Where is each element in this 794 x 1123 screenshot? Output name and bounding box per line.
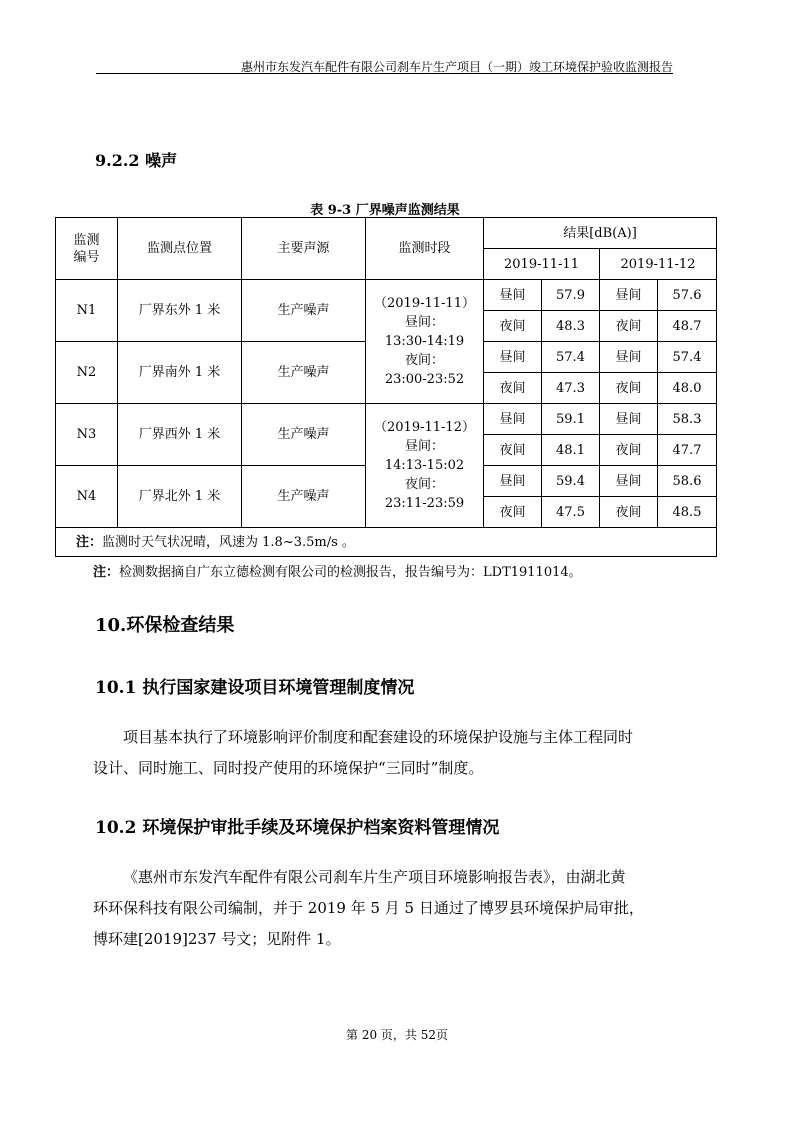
source-note-text: 检测数据摘自广东立德检测有限公司的检测报告，报告编号为：LDT1911014。 [119,565,582,580]
night-value: 48.3 [542,311,600,342]
row-id: N2 [56,342,118,404]
night-label: 夜间 [484,435,542,466]
header-period: 监测时段 [366,218,484,280]
page-number: 第 20 页，共 52页 [346,1028,448,1042]
paragraph-line: 环环保科技有限公司编制，并于 2019 年 5 月 5 日通过了博罗县环境保护局审批， [93,899,644,917]
table-row [56,404,717,435]
source-note [93,561,582,580]
row-location: 厂界西外 1 米 [118,404,242,466]
day-value: 58.6 [658,466,717,497]
day-label: 昼间 [484,342,542,373]
day-label: 昼间 [600,466,658,497]
day-label: 昼间 [600,342,658,373]
section-heading-10-2: 10.2 环境保护审批手续及环境保护档案资料管理情况 [95,818,500,838]
night-value: 47.3 [542,373,600,404]
row-location: 厂界北外 1 米 [118,466,242,528]
day-label: 昼间 [484,280,542,311]
period-date: （2019-11-12） [374,420,475,435]
day-value: 57.9 [542,280,600,311]
section-heading-noise: 9.2.2 噪声 [95,151,178,170]
day-value: 59.4 [542,466,600,497]
night-label: 夜间 [484,373,542,404]
row-location: 厂界东外 1 米 [118,280,242,342]
period-night-label: 夜间： [404,353,444,368]
row-source: 生产噪声 [242,404,366,466]
night-label: 夜间 [600,373,658,404]
period-night-time: 23:00-23:52 [384,372,465,387]
period-cell-2 [366,404,484,528]
night-value: 48.7 [658,311,717,342]
period-day-time: 13:30-14:19 [384,334,465,349]
table-caption: 表 9-3 厂界噪声监测结果 [310,203,460,218]
row-id: N1 [56,280,118,342]
night-label: 夜间 [600,497,658,528]
night-label: 夜间 [600,311,658,342]
header-date-2: 2019-11-12 [600,249,717,280]
night-value: 48.5 [658,497,717,528]
paragraph-10-2 [93,862,683,955]
day-value: 58.3 [658,404,717,435]
paragraph-line: 项目基本执行了环境影响评价制度和配套建设的环境保护设施与主体工程同时 [123,728,634,746]
night-value: 48.0 [658,373,717,404]
row-source: 生产噪声 [242,466,366,528]
paragraph-10-1 [93,722,683,784]
header-divider [96,73,673,74]
night-value: 48.1 [542,435,600,466]
row-source: 生产噪声 [242,342,366,404]
period-cell-1 [366,280,484,404]
paragraph-line: 博环建[2019]237 号文；见附件 1。 [93,930,341,948]
day-value: 57.4 [658,342,717,373]
table-note-text: 监测时天气状况晴，风速为 1.8~3.5m/s 。 [102,534,355,550]
period-night-time: 23:11-23:59 [384,496,465,511]
day-label: 昼间 [600,404,658,435]
table-note-label: 注： [76,534,103,550]
day-value: 59.1 [542,404,600,435]
header-result: 结果[dB(A)] [484,218,717,249]
header-id: 监测编号 [56,218,118,280]
report-header-title: 惠州市东发汽车配件有限公司刹车片生产项目（一期）竣工环境保护验收监测报告 [240,60,673,74]
day-value: 57.4 [542,342,600,373]
row-location: 厂界南外 1 米 [118,342,242,404]
night-value: 47.7 [658,435,717,466]
period-day-time: 14:13-15:02 [384,458,465,473]
header-date-1: 2019-11-11 [484,249,600,280]
day-value: 57.6 [658,280,717,311]
section-heading-10: 10.环保检查结果 [95,615,235,636]
header-source: 主要声源 [242,218,366,280]
period-day-label: 昼间： [404,315,444,330]
night-label: 夜间 [484,497,542,528]
row-id: N3 [56,404,118,466]
period-date: （2019-11-11） [374,296,475,311]
day-label: 昼间 [484,466,542,497]
table-note [56,528,717,557]
paragraph-line: 《惠州市东发汽车配件有限公司刹车片生产项目环境影响报告表》，由湖北黄 [123,868,626,886]
table-row [56,280,717,311]
night-label: 夜间 [484,311,542,342]
period-day-label: 昼间： [404,439,444,454]
noise-results-table [55,217,717,557]
day-label: 昼间 [600,280,658,311]
section-heading-10-1: 10.1 执行国家建设项目环境管理制度情况 [95,678,415,698]
row-source: 生产噪声 [242,280,366,342]
period-night-label: 夜间： [404,477,444,492]
row-id: N4 [56,466,118,528]
source-note-label: 注： [93,565,120,580]
header-location: 监测点位置 [118,218,242,280]
night-value: 47.5 [542,497,600,528]
day-label: 昼间 [484,404,542,435]
night-label: 夜间 [600,435,658,466]
paragraph-line: 设计、同时施工、同时投产使用的环境保护“三同时”制度。 [93,759,484,777]
